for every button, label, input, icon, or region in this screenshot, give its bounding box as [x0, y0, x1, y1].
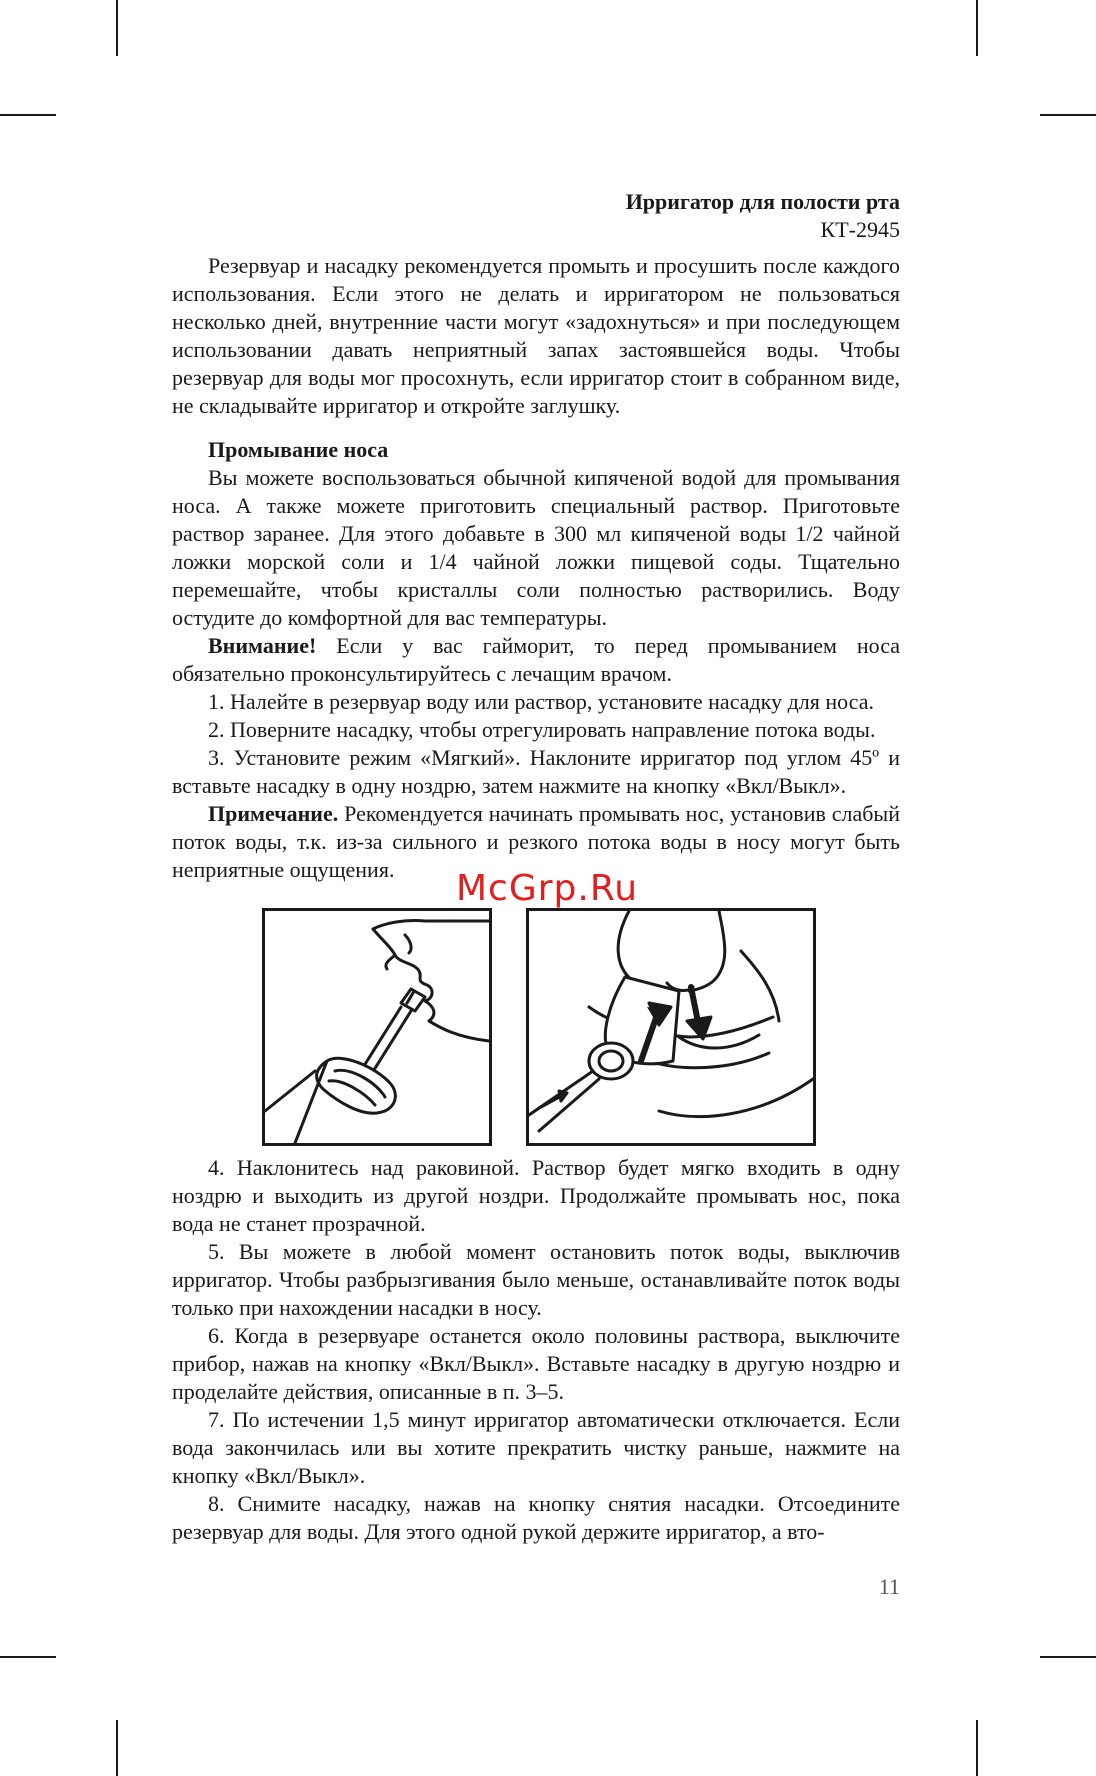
- crop-mark: [116, 0, 118, 56]
- watermark: McGrp.Ru: [456, 868, 639, 909]
- note-text: Рекомендуется начинать промывать нос, установив слабый поток воды, т.к. из-за сильного и резкого потока воды в носу могут быть неприятные ощущения.: [172, 801, 900, 882]
- step-8: 8. Снимите насадку, нажав на кнопку снятия насадки. Отсоедините резервуар для воды. Для этого одной рукой держите ирригатор, а вто-: [172, 1491, 900, 1544]
- document-header: [172, 188, 900, 244]
- step-4: 4. Наклонитесь над раковиной. Раствор будет мягко входить в одну ноздрю и выходить из другой ноздри. Продолжайте промывать нос, пока вода не станет прозрачной.: [172, 1155, 900, 1236]
- illustration-nose-closeup: [526, 908, 816, 1146]
- warning-paragraph: [172, 632, 900, 688]
- body-text-top: [172, 252, 900, 884]
- crop-mark: [0, 114, 56, 116]
- profile-drawing: [265, 911, 489, 1143]
- warning-label: Внимание!: [208, 633, 317, 658]
- page-number: 11: [878, 1574, 900, 1599]
- step-7: 7. По истечении 1,5 минут ирригатор автоматически отключается. Если вода закончилась или вы хотите прекратить чистку раньше, нажмите на кнопку «Вкл/Выкл».: [172, 1407, 900, 1488]
- section-paragraph: Вы можете воспользоваться обычной кипяченой водой для промывания носа. А также можете приготовить специальный раствор. Приготовьте раствор заранее. Для этого добавьте в 300 мл кипяченой воды 1/2 чайной ложки морской соли и 1/4 чайной ложки пищевой соды. Тщательно перемешайте, чтобы кристаллы соли полностью растворились. Воду остудите до комфортной для вас температуры.: [172, 465, 900, 630]
- intro-paragraph: Резервуар и насадку рекомендуется промыть и просушить после каждого использования. Если этого не делать и ирригатором не пользоваться несколько дней, внутренние части могут «задохнуться» и при последующем использовании давать неприятный запах застоявшейся воды. Чтобы резервуар для воды мог просохнуть, если ирригатор стоит в собранном виде, не складывайте ирригатор и откройте заглушку.: [172, 253, 900, 418]
- nose-closeup-drawing: [529, 911, 813, 1143]
- crop-mark: [1040, 114, 1096, 116]
- crop-mark: [0, 1656, 56, 1658]
- body-text-bottom: [172, 1154, 900, 1546]
- step-1: 1. Налейте в резервуар воду или раствор, установите насадку для носа.: [208, 689, 874, 714]
- document-title: Ирригатор для полости рта: [625, 189, 900, 214]
- note-label: Примечание.: [208, 801, 339, 826]
- warning-text: Если у вас гайморит, то перед промыванием носа обязательно проконсультируйтесь с лечащим врачом.: [172, 633, 900, 686]
- step-6: 6. Когда в резервуаре останется около половины раствора, выключите прибор, нажав на кнопку «Вкл/Выкл». Вставьте насадку в другую ноздрю и проделайте действия, описанные в п. 3–5.: [172, 1323, 900, 1404]
- illustration-profile: [262, 908, 492, 1146]
- step-5: 5. Вы можете в любой момент остановить поток воды, выключив ирригатор. Чтобы разбрызгивания было меньше, останавливайте поток воды только при нахождении насадки в носу.: [172, 1239, 900, 1320]
- crop-mark: [1040, 1656, 1096, 1658]
- crop-mark: [976, 1720, 978, 1776]
- step-2: 2. Поверните насадку, чтобы отрегулировать направление потока воды.: [208, 717, 876, 742]
- model-number: КТ-2945: [820, 217, 900, 242]
- step-3: 3. Установите режим «Мягкий». Наклоните ирригатор под углом 45º и вставьте насадку в одну ноздрю, затем нажмите на кнопку «Вкл/Выкл».: [172, 745, 900, 798]
- section-heading: Промывание носа: [208, 437, 389, 462]
- crop-mark: [116, 1720, 118, 1776]
- crop-mark: [976, 0, 978, 56]
